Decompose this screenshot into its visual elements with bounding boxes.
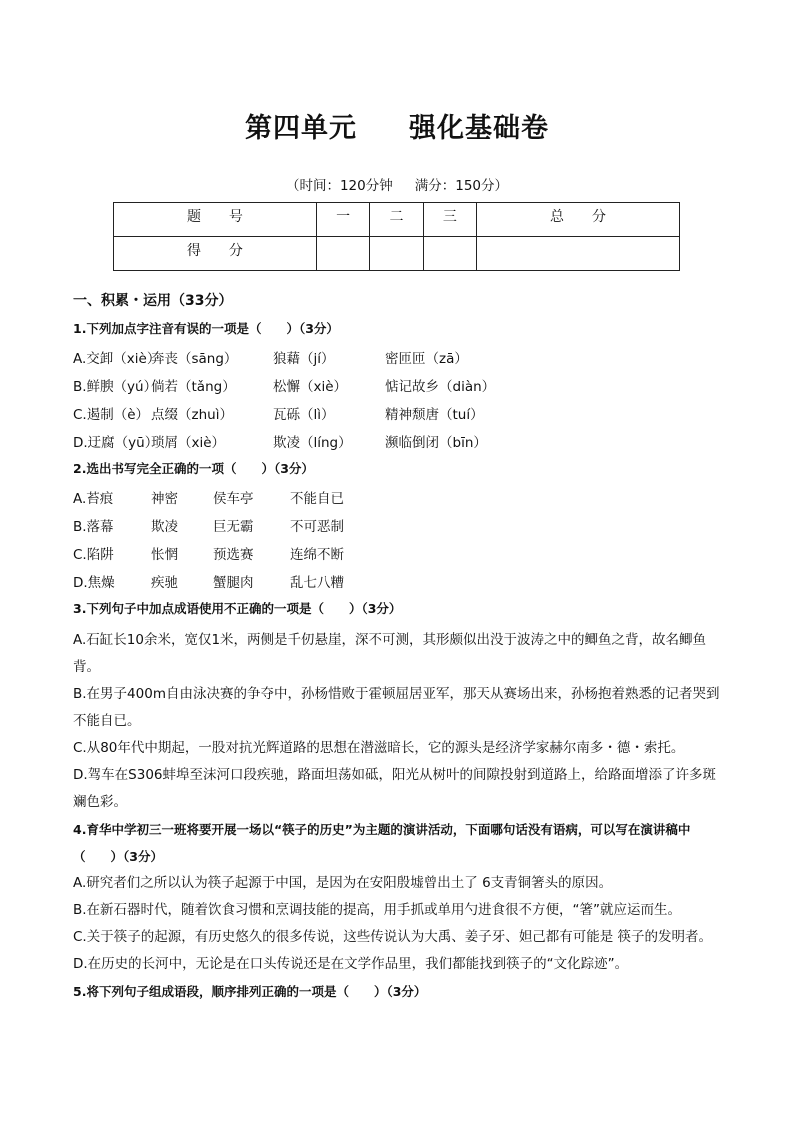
option-item: 狼藉（jí） bbox=[273, 351, 335, 367]
option-item: 琐屑（xiè） bbox=[151, 435, 226, 451]
question-5-stem: 5.将下列句子组成语段，顺序排列正确的一项是（ ）（3分） bbox=[73, 984, 427, 999]
score-row-label: 得 分 bbox=[114, 237, 317, 271]
option-item: D.焦燥 bbox=[73, 575, 115, 591]
option-item: 乱七八糟 bbox=[290, 575, 344, 591]
option-item: 预选赛 bbox=[213, 547, 254, 563]
question-2-option-c bbox=[73, 543, 723, 563]
question-2-option-a bbox=[73, 487, 723, 507]
option-item: 欺凌 bbox=[151, 519, 178, 535]
option-item: 奔丧（sāng） bbox=[151, 351, 238, 367]
question-1-option-d bbox=[73, 431, 723, 451]
option-item: 怅惘 bbox=[151, 547, 178, 563]
score-table-cell: 题 号 bbox=[114, 203, 317, 237]
score-table-score-row bbox=[114, 237, 680, 271]
option-item: 疾驰 bbox=[151, 575, 178, 591]
exam-time: （时间：120分钟 bbox=[285, 178, 393, 194]
option-item: C.遏制（è） bbox=[73, 407, 150, 423]
option-item: B.落幕 bbox=[73, 519, 114, 535]
option-item: 倘若（tǎng） bbox=[151, 379, 236, 395]
question-4-stem: 4.育华中学初三一班将要开展一场以“筷子的历史”为主题的演讲活动，下面哪句话没有语病，可以写在演讲稿中（ ）（3分） bbox=[73, 822, 691, 864]
option-item: 连绵不断 bbox=[290, 547, 344, 563]
option-item: 不能自已 bbox=[290, 491, 344, 507]
question-1-option-b bbox=[73, 375, 723, 395]
option-item: 瓦砾（lì） bbox=[273, 407, 335, 423]
exam-score: 满分：150分） bbox=[414, 178, 509, 194]
option-item: 不可恶制 bbox=[290, 519, 344, 535]
option-item: B.鲜腴（yú） bbox=[73, 379, 158, 395]
title-left: 第四单元 bbox=[245, 113, 357, 144]
score-table-cell: 总 分 bbox=[477, 203, 680, 237]
score-input-cell[interactable] bbox=[316, 237, 369, 271]
question-2-option-b bbox=[73, 515, 723, 535]
option-item: 巨无霸 bbox=[213, 519, 254, 535]
option-item: 松懈（xiè） bbox=[273, 379, 348, 395]
title-right: 强化基础卷 bbox=[409, 113, 549, 144]
question-1-stem: 1.下列加点字注音有误的一项是（ ）（3分） bbox=[73, 321, 339, 336]
option-item: 点缀（zhuì） bbox=[151, 407, 233, 423]
question-2-stem: 2.选出书写完全正确的一项（ ）（3分） bbox=[73, 461, 314, 476]
page-title bbox=[0, 106, 794, 145]
question-4-option-c: C.关于筷子的起源，有历史悠久的很多传说，这些传说认为大禹、姜子牙、妲己都有可能是 筷子的发明者。 bbox=[73, 929, 713, 945]
exam-content bbox=[73, 290, 723, 1005]
option-item: 神密 bbox=[151, 491, 178, 507]
question-4-option-a: A.研究者们之所以认为筷子起源于中国，是因为在安阳殷墟曾出土了 6支青铜箸头的原因。 bbox=[73, 875, 613, 891]
question-2-option-d bbox=[73, 571, 723, 591]
exam-meta bbox=[0, 174, 794, 194]
question-1-option-c bbox=[73, 403, 723, 423]
question-4-option-b: B.在新石器时代，随着饮食习惯和烹调技能的提高，用手抓或单用勺进食很不方便，“箸”就应运而生。 bbox=[73, 902, 682, 918]
score-table-cell: 一 bbox=[316, 203, 369, 237]
question-3-option-a: A.石缸长10余米，宽仅1米，两侧是千仞悬崖，深不可测，其形颇似出没于波涛之中的鲫鱼之背，故名鲫鱼背。 bbox=[73, 632, 707, 675]
score-table bbox=[113, 202, 680, 271]
option-item: 侯车亭 bbox=[213, 491, 254, 507]
option-item: C.陷阱 bbox=[73, 547, 114, 563]
question-3-option-c: C.从80年代中期起，一股对抗光辉道路的思想在潜滋暗长，它的源头是经济学家赫尔南多・德・索托。 bbox=[73, 740, 685, 756]
option-item: A.交卸（xiè） bbox=[73, 351, 161, 367]
option-item: 欺凌（líng） bbox=[273, 435, 352, 451]
question-3-option-b: B.在男子400m自由泳决赛的争夺中，孙杨惜败于霍顿屈居亚军，那天从赛场出来，孙杨抱着熟悉的记者哭到不能自已。 bbox=[73, 686, 720, 729]
score-input-cell[interactable] bbox=[370, 237, 423, 271]
option-item: 濒临倒闭（bīn） bbox=[385, 435, 487, 451]
option-item: A.苔痕 bbox=[73, 491, 114, 507]
score-input-cell[interactable] bbox=[423, 237, 476, 271]
option-item: 惦记故乡（diàn） bbox=[385, 379, 496, 395]
option-item: D.迂腐（yū） bbox=[73, 435, 159, 451]
score-input-cell[interactable] bbox=[477, 237, 680, 271]
score-table-header-row bbox=[114, 203, 680, 237]
option-item: 蟹腿肉 bbox=[213, 575, 254, 591]
question-1-option-a bbox=[73, 347, 723, 367]
option-item: 密匝匝（zā） bbox=[385, 351, 468, 367]
question-3-stem: 3.下列句子中加点成语使用不正确的一项是（ ）（3分） bbox=[73, 601, 402, 616]
option-item: 精神颓唐（tuí） bbox=[385, 407, 484, 423]
section-heading: 一、积累・运用（33分） bbox=[73, 293, 233, 309]
score-table-cell: 三 bbox=[423, 203, 476, 237]
question-3-option-d: D.驾车在S306蚌埠至沫河口段疾驰，路面坦荡如砥，阳光从树叶的间隙投射到道路上，给路面增添了许多斑斓色彩。 bbox=[73, 767, 717, 810]
question-4-option-d: D.在历史的长河中，无论是在口头传说还是在文学作品里，我们都能找到筷子的“文化踪迹”。 bbox=[73, 956, 629, 972]
score-table-cell: 二 bbox=[370, 203, 423, 237]
